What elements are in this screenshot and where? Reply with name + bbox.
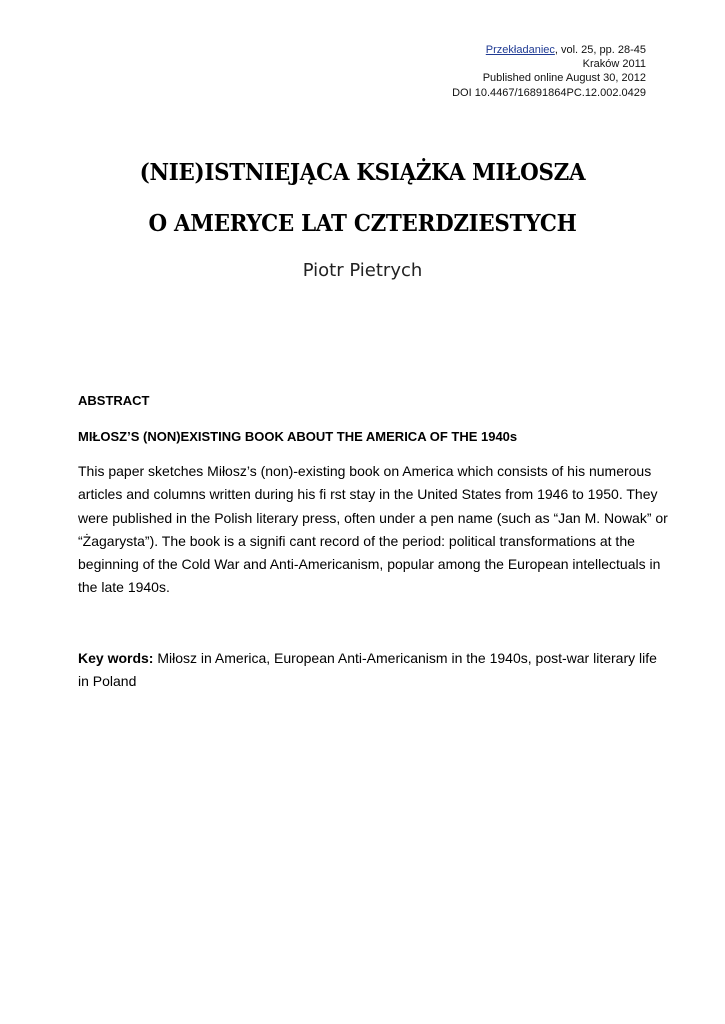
abstract-line: beginning of the Cold War and Anti-Americanism, popular among the European intellectuals in (78, 556, 661, 573)
doi: DOI 10.4467/16891864PC.12.002.0429 (452, 86, 646, 99)
abstract-heading: ABSTRACT (78, 393, 150, 408)
published-date: Published online August 30, 2012 (482, 72, 646, 85)
abstract-title: MIŁOSZ’S (NON)EXISTING BOOK ABOUT THE AMERICA OF THE 1940s (78, 429, 518, 444)
article-title-line-2: O AMERYCE LAT CZTERDZIESTYCH (148, 210, 577, 237)
abstract-line: “Żagarysta”). The book is a signifi cant record of the period: political transformations at the (78, 532, 635, 549)
keywords-text: Miłosz in America, European Anti-Americanism in the 1940s, post-war literary life in Poland (78, 650, 657, 690)
publication-header (226, 43, 646, 100)
article-title-line-1: (NIE)ISTNIEJĄCA KSIĄŻKA MIŁOSZA (139, 159, 586, 186)
keywords-label: Key words: (78, 650, 154, 666)
journal-link[interactable]: Przekładaniec (485, 44, 555, 56)
place-year: Kraków 2011 (582, 58, 646, 71)
abstract-body (78, 460, 668, 600)
abstract-line: This paper sketches Miłosz’s (non)-existing book on America which consists of his numerous (78, 463, 652, 479)
journal-volume-pages: , vol. 25, pp. 28-45 (554, 44, 646, 56)
author-name: Piotr Pietrych (302, 260, 423, 281)
keywords (78, 647, 658, 694)
abstract-line: were published in the Polish literary press, often under a pen name (such as “Jan M. Nowak” or (78, 509, 668, 526)
abstract-line: the late 1940s. (78, 579, 170, 596)
journal-citation (226, 43, 646, 57)
abstract-line: articles and columns written during his fi rst stay in the United States from 1946 to 1950. They (78, 486, 658, 503)
